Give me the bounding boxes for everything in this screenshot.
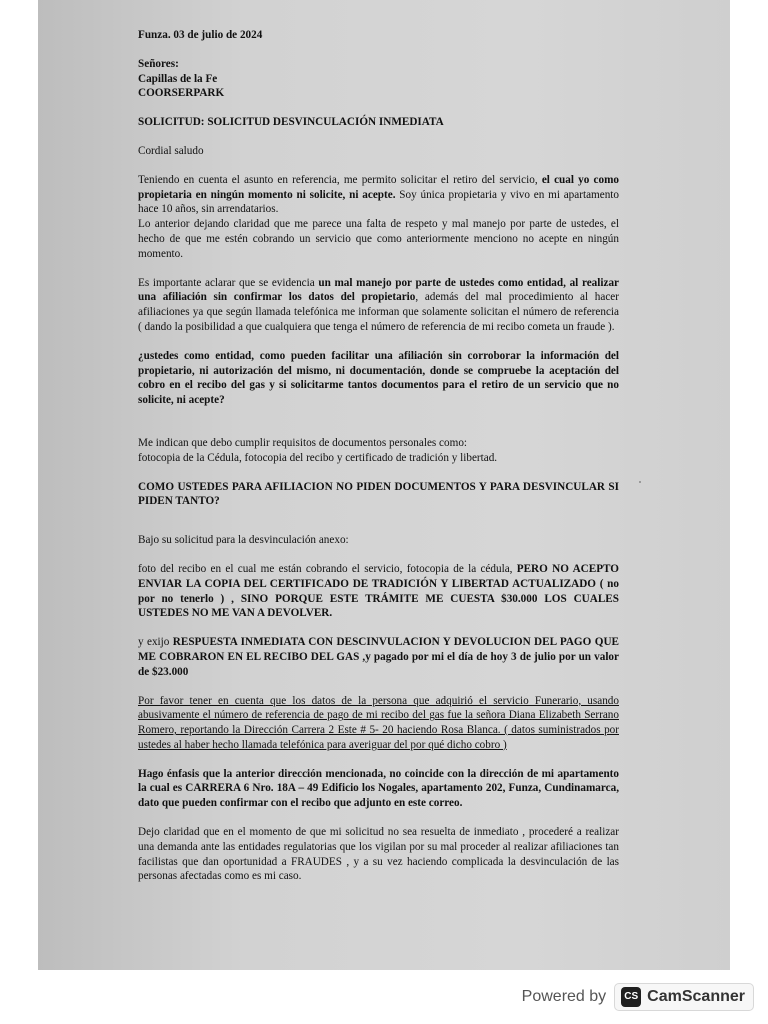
requirements-line: Me indican que debo cumplir requisitos de documentos personales como: [138, 436, 468, 449]
text-run-bold: un mal manejo por parte de ustedes como entidad, al realizar una afiliación sin confirmar los datos del propietario [138, 276, 620, 304]
text-run: y exijo [138, 636, 173, 649]
addressee-block [138, 57, 619, 101]
text-run-bold: PERO NO ACEPTO ENVIAR LA COPIA DEL CERTIFICADO DE TRADICIÓN Y LIBERTAD ACTUALIZADO ( no por no tenerlo ) , SINO PORQUE ESTE TRÁMITE ME CUESTA $30.000 LOS CUALES USTEDES NO ME VAN A DEVOLVER. [138, 562, 620, 620]
letter-subject: SOLICITUD: SOLICITUD DESVINCULACIÓN INMEDIATA [138, 116, 444, 129]
paragraph-mismanagement [138, 276, 619, 335]
text-run: foto del recibo en el cual me están cobrando el servicio, fotocopia de la cédula, [138, 562, 517, 575]
scanned-page [38, 0, 730, 970]
camscanner-badge [614, 983, 754, 1011]
powered-by-label: Powered by [521, 988, 607, 1005]
requirements-line: fotocopia de la Cédula, fotocopia del recibo y certificado de tradición y libertad. [138, 451, 498, 464]
text-run: Teniendo en cuenta el asunto en referencia, me permito solicitar el retiro del servicio, [138, 173, 542, 186]
paragraph-fraud-details: Por favor tener en cuenta que los datos de la persona que adquirió el servicio Funerario, usando abusivamente el número de referencia de pago de mi recibo del gas fue la señora Diana Elizabeth Serrano Romero, reportando la Dirección Carrera 2 Este # 5- 20 haciendo Rosa Blanca. ( datos suministrados por ustedes al haber hecho llamada telefónica para averiguar del por qué dicho cobro ) [138, 694, 619, 751]
paragraph-annex-intro: Bajo su solicitud para la desvinculación anexo: [138, 534, 349, 547]
addressee-line: Señores: [138, 57, 179, 70]
camscanner-footer [522, 982, 754, 1012]
letter-body [138, 28, 619, 884]
text-run: , además del mal procedimiento al hacer afiliaciones ya que según llamada telefónica me informan que solamente solicitan el número de referencia ( dando la posibilidad a que cualquiera que tenga el número de referencia de mi recibo cometa un fraude ). [138, 291, 620, 333]
paragraph-question: ¿ustedes como entidad, como pueden facilitar una afiliación sin corroborar la información del propietario, ni autorización del mismo, ni documentación, donde se compruebe la aceptación del cobro en el recibo del gas y si solicitarme tantos documentos para el retiro de un servicio que no solicite, ni acepte? [138, 349, 619, 407]
paragraph-address-emphasis: Hago énfasis que la anterior dirección mencionada, no coincide con la dirección de mi apartamento la cual es CARRERA 6 Nro. 18A – 49 Edificio los Nogales, apartamento 202, Funza, Cundinamarca, dato que pueden confirmar con el recibo que adjunto en este correo. [138, 767, 619, 810]
text-run: Es importante aclarar que se evidencia [138, 276, 319, 289]
paragraph-demand [138, 635, 619, 679]
addressee-line: COORSERPARK [138, 87, 225, 100]
letter-date: Funza. 03 de julio de 2024 [138, 29, 263, 41]
text-run: Soy única propietaria y vivo en mi apartamento hace 10 años, sin arrendatarios. [138, 188, 620, 216]
letter-greeting: Cordial saludo [138, 144, 204, 157]
paragraph-requirements [138, 436, 619, 466]
paragraph-annex [138, 562, 619, 621]
paragraph-closing: Dejo claridad que en el momento de que mi solicitud no sea resuelta de inmediato , procederé a realizar una demanda ante las entidades regulatorias que los vigilan por su mal proceder al realizar afiliaciones tan facilistas que dan oportunidad a FRAUDES , y a su vez haciendo complicada la desvinculación de las personas afectadas como es mi caso. [138, 826, 619, 883]
text-run-bold: el cual yo como propietaria en ningún momento ni solicite, ni acepte. [138, 173, 620, 201]
paragraph-disrespect: Lo anterior dejando claridad que me parece una falta de respeto y mal manejo por parte de ustedes, el hecho de que me estén cobrando un servicio que como anteriormente menciono no acepte en ningún momento. [138, 218, 619, 260]
addressee-line: Capillas de la Fe [138, 72, 218, 85]
camscanner-brand-name: CamScanner [647, 988, 745, 1005]
camscanner-logo-icon: CS [621, 987, 641, 1007]
text-run-bold: RESPUESTA INMEDIATA CON DESCINVULACION Y DEVOLUCION DEL PAGO QUE ME COBRARON EN EL RECIBO DEL GAS ,y pagado por mi el día de hoy 3 de julio por un valor de $23.000 [138, 636, 619, 678]
paragraph-request [138, 173, 619, 217]
scan-speck [639, 481, 641, 483]
paragraph-caps-question: COMO USTEDES PARA AFILIACION NO PIDEN DOCUMENTOS Y PARA DESVINCULAR SI PIDEN TANTO? [138, 480, 619, 508]
